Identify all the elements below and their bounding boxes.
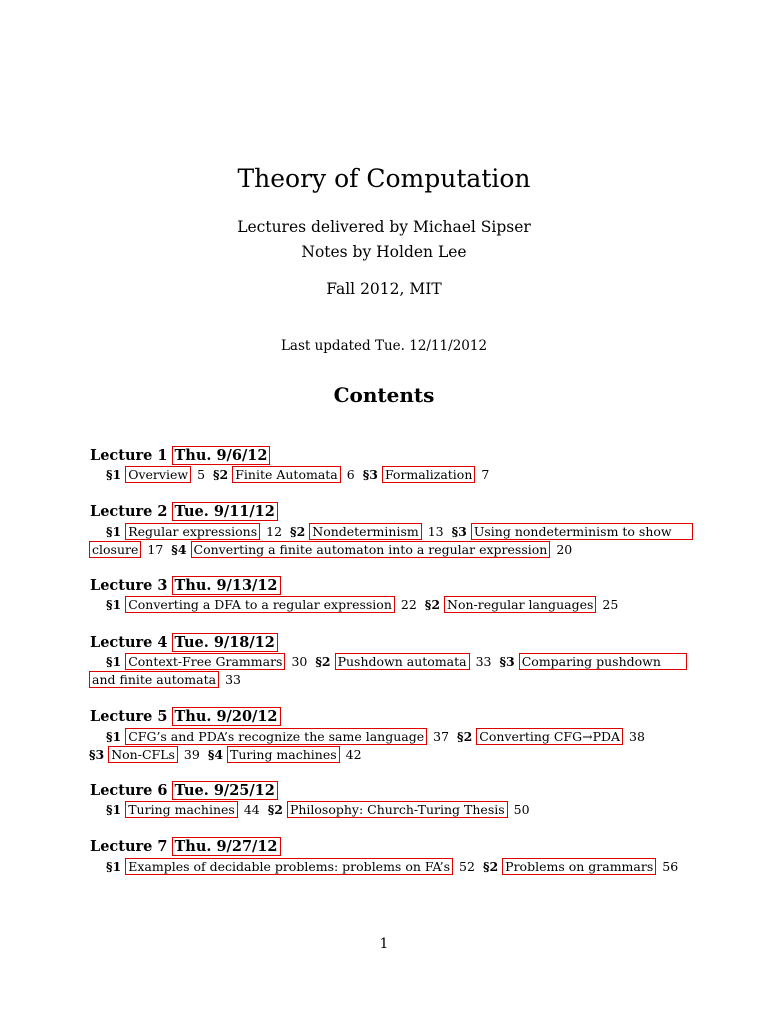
- toc-line: [106, 596, 626, 614]
- toc-line: [106, 466, 497, 484]
- lecture-date-link[interactable]: Thu. 9/6/12: [172, 446, 271, 465]
- lecture-date-link[interactable]: Tue. 9/18/12: [172, 633, 278, 652]
- section-number: §3: [451, 524, 467, 539]
- section-number: §2: [424, 597, 441, 612]
- toc-link[interactable]: Turing machines: [125, 801, 238, 818]
- lecture-heading: [90, 576, 281, 596]
- toc-link[interactable]: Problems on grammars: [502, 858, 656, 875]
- toc-link[interactable]: CFG’s and PDA’s recognize the same language: [125, 728, 427, 745]
- toc-line: [106, 523, 693, 541]
- toc-line: [89, 541, 580, 559]
- toc-line: [106, 653, 687, 671]
- page-number: 12: [266, 524, 283, 539]
- contents-heading: Contents: [333, 383, 435, 407]
- toc-link[interactable]: closure: [89, 541, 141, 558]
- page-number: 7: [481, 467, 490, 482]
- section-number: §3: [89, 747, 105, 762]
- section-number: §2: [315, 654, 331, 669]
- page-number: 33: [225, 672, 241, 687]
- toc-link[interactable]: Nondeterminism: [309, 523, 421, 540]
- lecture-heading: [90, 781, 278, 801]
- section-number: §2: [482, 859, 499, 874]
- toc-link[interactable]: Converting a DFA to a regular expression: [125, 596, 395, 613]
- page-number: 39: [183, 747, 200, 762]
- author-line: Lectures delivered by Michael Sipser: [237, 218, 531, 236]
- page-number: 37: [433, 729, 450, 744]
- page-number: 6: [346, 467, 355, 482]
- toc-link[interactable]: and finite automata: [89, 671, 219, 688]
- page-number: 13: [427, 524, 444, 539]
- section-number: §3: [499, 654, 515, 669]
- notes-line: Notes by Holden Lee: [301, 243, 467, 261]
- document-title: Theory of Computation: [237, 164, 531, 193]
- section-number: §1: [106, 859, 122, 874]
- page-number: 20: [556, 542, 573, 557]
- lecture-heading: [90, 837, 281, 857]
- toc-link[interactable]: Context-Free Grammars: [125, 653, 285, 670]
- toc-link[interactable]: Converting CFG→PDA: [476, 728, 623, 745]
- lecture-label: Lecture 2: [90, 503, 168, 520]
- lecture-heading: [90, 502, 278, 522]
- lecture-label: Lecture 5: [90, 708, 168, 725]
- lecture-label: Lecture 7: [90, 838, 168, 855]
- lecture-date-link[interactable]: Thu. 9/27/12: [172, 837, 281, 856]
- toc-link[interactable]: Examples of decidable problems: problems on FA’s: [125, 858, 453, 875]
- lecture-date-link[interactable]: Tue. 9/25/12: [172, 781, 278, 800]
- toc-link[interactable]: Turing machines: [227, 746, 340, 763]
- toc-link[interactable]: Using nondeterminism to show: [471, 523, 693, 540]
- toc-line: [106, 858, 686, 876]
- page-number: 22: [400, 597, 417, 612]
- page-number: 25: [602, 597, 619, 612]
- lecture-heading: [90, 446, 270, 466]
- section-number: §1: [106, 729, 122, 744]
- section-number: §1: [106, 802, 122, 817]
- lecture-heading: [90, 633, 278, 653]
- page-number: 52: [459, 859, 475, 874]
- term-line: Fall 2012, MIT: [326, 280, 442, 298]
- toc-link[interactable]: Comparing pushdown: [519, 653, 687, 670]
- toc-line: [89, 746, 370, 764]
- page-number: 30: [291, 654, 308, 669]
- toc-link[interactable]: Philosophy: Church-Turing Thesis: [287, 801, 508, 818]
- toc-line: [106, 728, 653, 746]
- page-number: 44: [243, 802, 260, 817]
- section-number: §4: [171, 542, 187, 557]
- section-number: §1: [106, 654, 122, 669]
- toc-link[interactable]: Regular expressions: [125, 523, 260, 540]
- toc-link[interactable]: Non-regular languages: [444, 596, 596, 613]
- section-number: §3: [362, 467, 378, 482]
- toc-link[interactable]: Finite Automata: [232, 466, 341, 483]
- toc-link[interactable]: Formalization: [382, 466, 475, 483]
- toc-line: [89, 671, 249, 689]
- section-number: §2: [267, 802, 283, 817]
- lecture-label: Lecture 1: [90, 447, 168, 464]
- lecture-label: Lecture 6: [90, 782, 168, 799]
- lecture-heading: [90, 707, 281, 727]
- lecture-date-link[interactable]: Tue. 9/11/12: [172, 502, 278, 521]
- lecture-date-link[interactable]: Thu. 9/20/12: [172, 707, 281, 726]
- lecture-label: Lecture 3: [90, 577, 168, 594]
- toc-link[interactable]: Overview: [125, 466, 191, 483]
- section-number: §2: [290, 524, 306, 539]
- toc-line: [106, 801, 538, 819]
- page-number: 17: [147, 542, 164, 557]
- section-number: §1: [106, 467, 122, 482]
- page-number: 38: [629, 729, 645, 744]
- page-number: 50: [513, 802, 530, 817]
- page-number-footer: 1: [379, 936, 389, 952]
- section-number: §2: [457, 729, 473, 744]
- section-number: §2: [213, 467, 229, 482]
- toc-link[interactable]: Pushdown automata: [335, 653, 470, 670]
- lecture-label: Lecture 4: [90, 634, 168, 651]
- toc-link[interactable]: Converting a finite automaton into a regular expression: [191, 541, 551, 558]
- page-number: 42: [345, 747, 362, 762]
- page-number: 33: [475, 654, 492, 669]
- toc-link[interactable]: Non-CFLs: [108, 746, 178, 763]
- page-number: 56: [662, 859, 679, 874]
- section-number: §4: [207, 747, 224, 762]
- section-number: §1: [106, 597, 122, 612]
- last-updated: Last updated Tue. 12/11/2012: [280, 338, 488, 354]
- lecture-date-link[interactable]: Thu. 9/13/12: [172, 576, 281, 595]
- page-number: 5: [197, 467, 206, 482]
- section-number: §1: [106, 524, 122, 539]
